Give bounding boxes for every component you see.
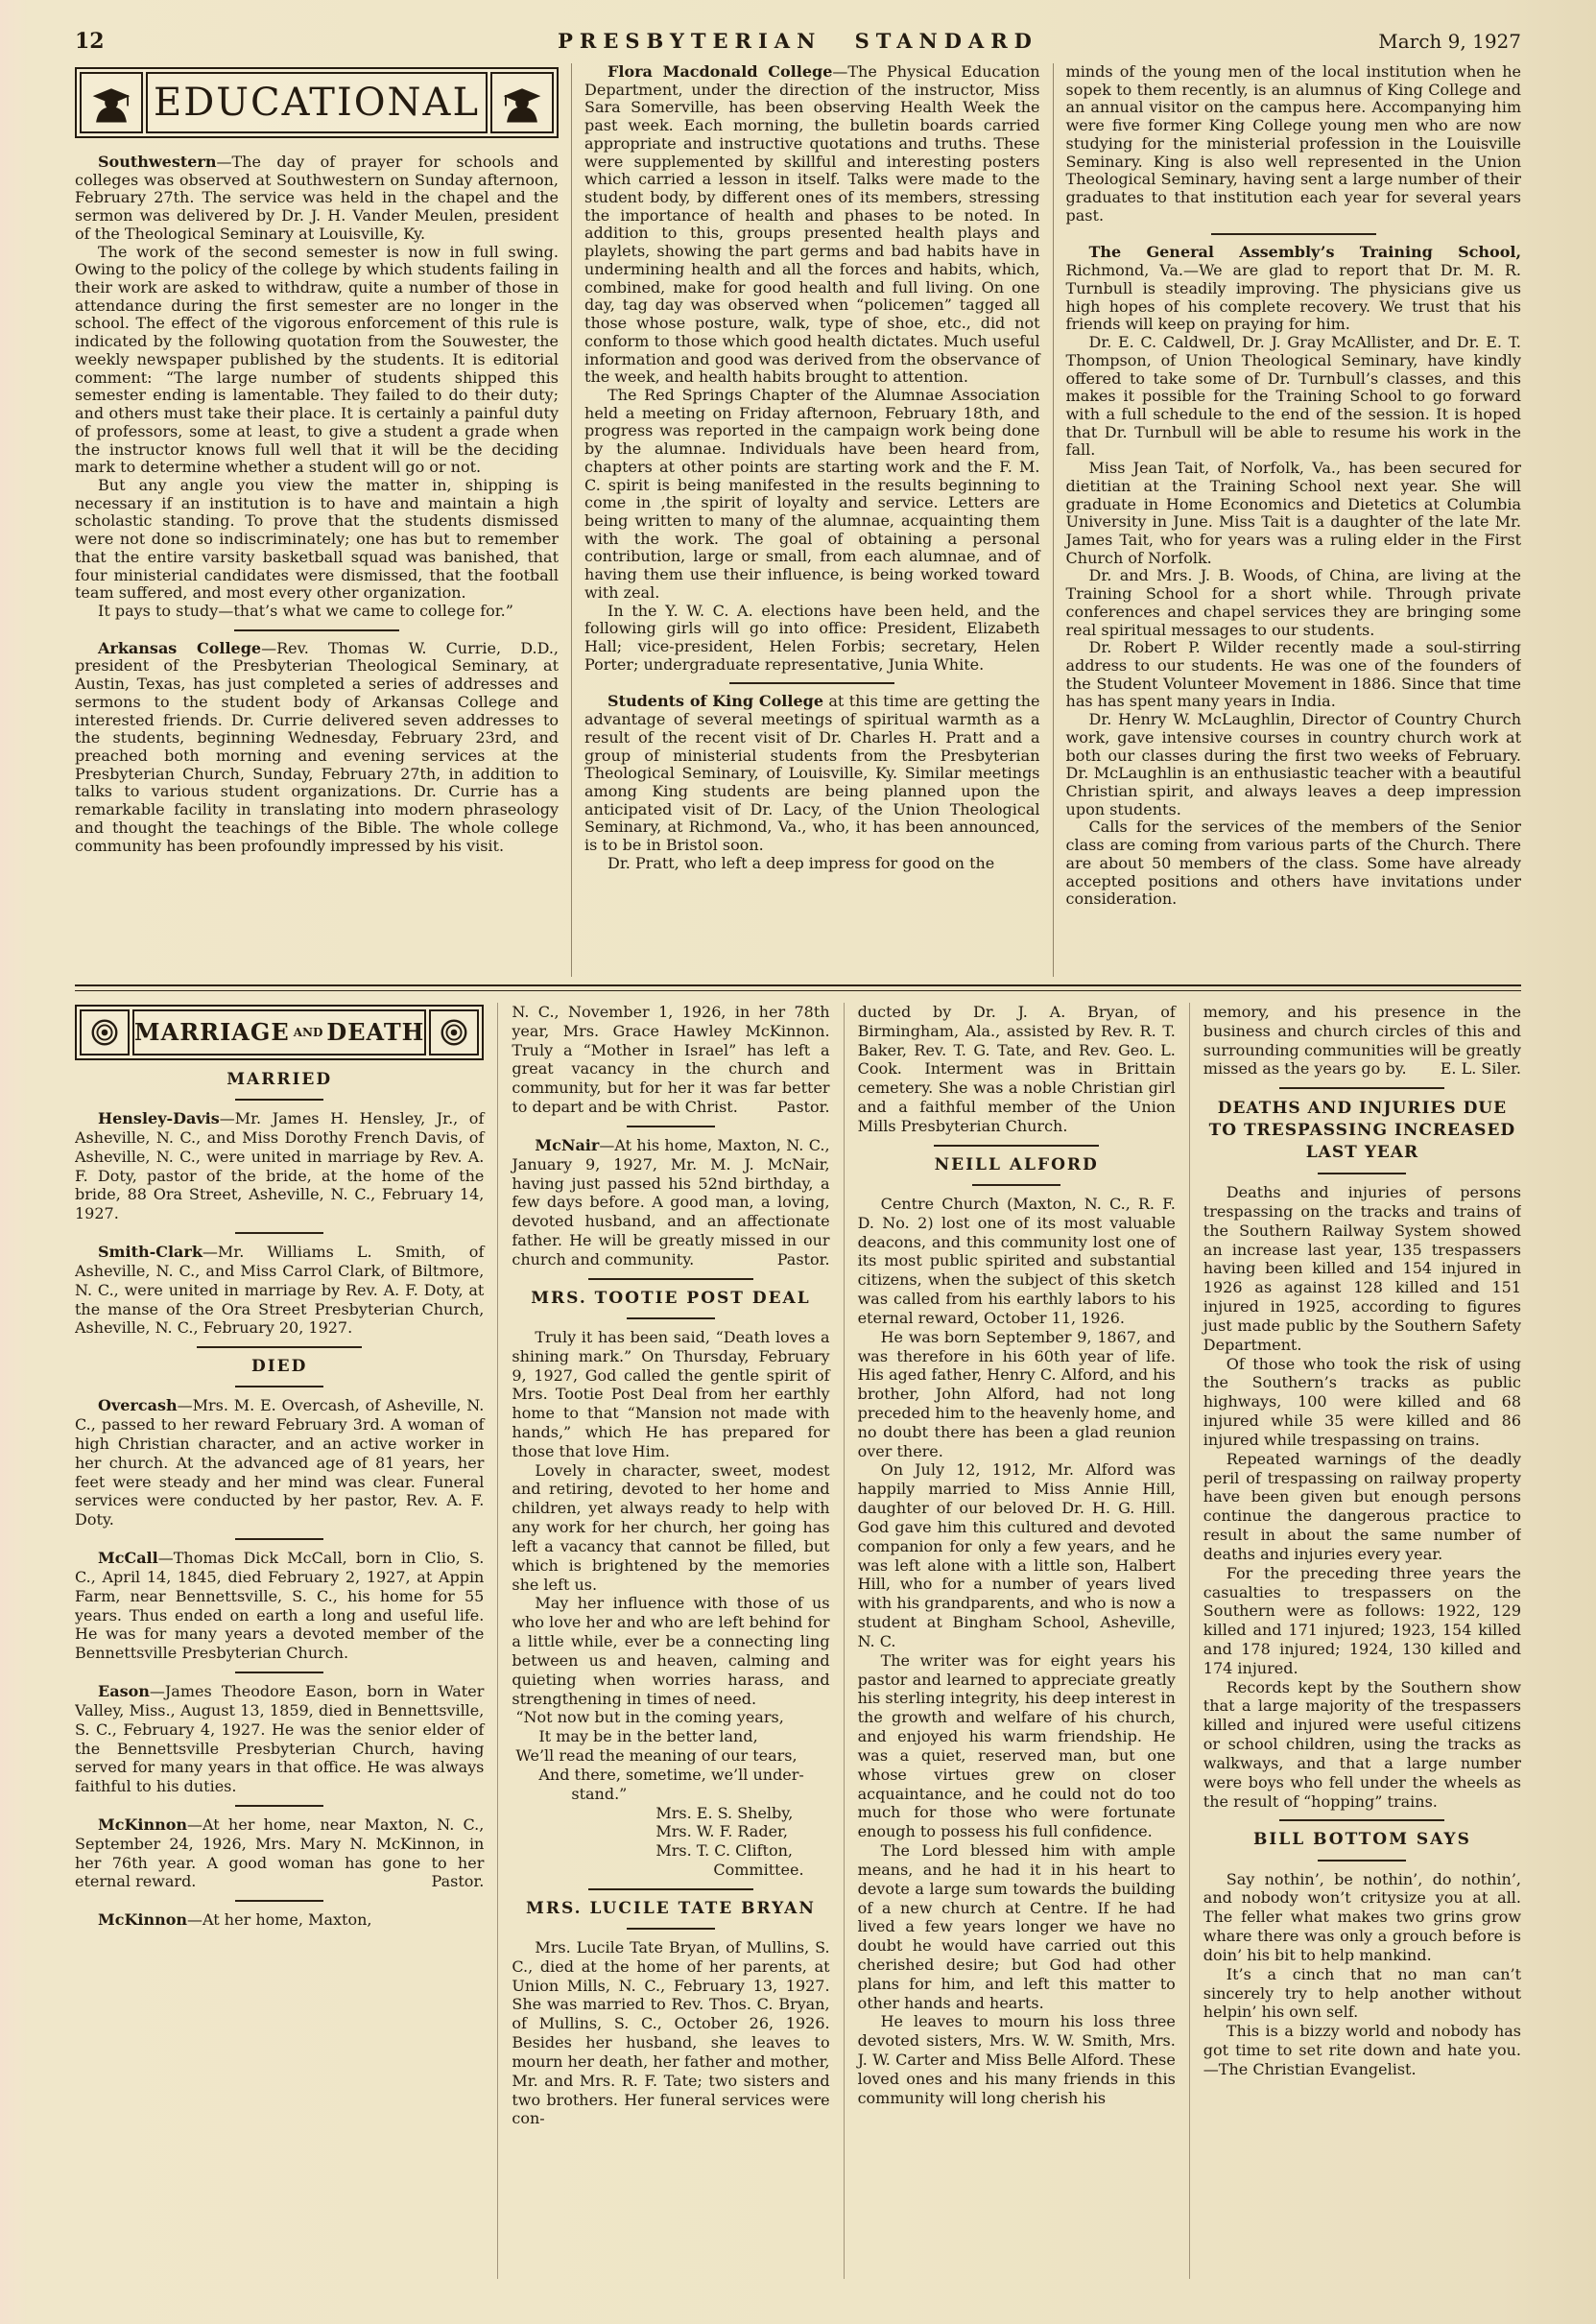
bottom-column-1 — [75, 1003, 497, 2279]
paragraph: Mrs. E. S. Shelby, — [655, 1803, 794, 1822]
marriage-death-banner — [75, 1005, 484, 1060]
paragraph: We’ll read the meaning of our tears, — [515, 1746, 798, 1766]
paragraph: “Not now but in the coming years, — [515, 1708, 784, 1727]
notice-mcnair — [512, 1136, 829, 1269]
rosette-icon — [429, 1009, 479, 1055]
notice-smith-clark — [75, 1243, 484, 1338]
paragraph: It pays to study—that’s what we came to college for.” — [98, 601, 513, 620]
paragraph: He leaves to mourn his loss three devoted sisters, Mrs. W. W. Smith, Mrs. J. W. Carter and Miss Belle Alford. These loved ones and his many friends in this community will long cherish his — [857, 2012, 1176, 2107]
heading-married: MARRIED — [226, 1070, 333, 1089]
paragraph: Calls for the services of the members of the Senior class are coming from various parts of the Church. There are about 50 members of the class. Some have already accepted positions and others have invitations under consideration. — [1065, 818, 1521, 909]
divider-rule — [235, 1099, 323, 1101]
divider-rule — [627, 1126, 715, 1127]
paragraph: Deaths and injuries of persons trespassing on the tracks and trains of the Southern Railway System showed an increase last year, 135 trespassers having been killed and 154 injured in 1926 as against 128 killed and 151 injured in 1925, according to figures just made public by the Southern Safety Department. — [1203, 1183, 1521, 1354]
notice-mccall — [75, 1549, 484, 1663]
article-southwestern — [75, 154, 559, 621]
paragraph: But any angle you view the matter in, shipping is necessary if an institution is to have and maintain a high scholastic standing. To prove that the students dismissed were not done so indiscriminately; one has but to remember that the entire varsity basketball squad was banished, that four ministerial candidates were dismissed, that the football team suffered, and most every other organization. — [75, 475, 560, 603]
heading-died: DIED — [250, 1357, 308, 1377]
paragraph: On July 12, 1912, Mr. Alford was happily married to Miss Annie Hill, daughter of our beloved Dr. H. G. Hill. God gave him this cultured and devoted companion for only a few years, and he was left alone with a little son, Halbert Hill, who for a number of years lived with his grandparents, and who is now a student at Bingham School, Asheville, N. C. — [857, 1460, 1176, 1650]
paragraph: Dr. and Mrs. J. B. Woods, of China, are living at the Training School for a short while. Through private conferences and chapel services they are bringing some real spiritual messages to our students. — [1065, 566, 1521, 639]
obituary-tootie-post-deal — [512, 1328, 829, 1880]
paragraph: Dr. E. C. Caldwell, Dr. J. Gray McAllister, and Dr. E. T. Thompson, of Union Theological Seminary, have kindly offered to take some of Dr. Turnbull’s classes, and this makes it possible for the Training School to go forward with a full schedule to the end of the session. It is hoped that Dr. Turnbull will be able to resume his work in the fall. — [1065, 333, 1521, 460]
paragraph: Committee. — [713, 1861, 804, 1880]
educational-section — [75, 63, 1521, 977]
signature: Pastor. — [776, 1098, 830, 1117]
divider-rule — [972, 1184, 1060, 1186]
divider-rule — [1279, 1087, 1444, 1089]
paragraph: Overcash—Mrs. M. E. Overcash, of Asheville, N. C., passed to her reward February 3rd. A woman of high Christian character, and an active worker in her church. At the advanced age of 81 years, her feet were steady and her mind was clear. Funeral services were conducted by her pastor, Rev. A. F. Doty. — [75, 1396, 485, 1530]
article-flora-macdonald — [584, 63, 1040, 674]
masthead-title: PRESBYTERIAN STANDARD — [558, 29, 1038, 53]
article-lead: Eason — [98, 1682, 150, 1701]
obituary-lucile-tate-bryan-continued — [858, 1003, 1176, 1136]
divider-rule — [235, 1805, 323, 1807]
notice-mckinnon-2-continued — [512, 1003, 829, 1117]
divider-rule — [729, 682, 894, 684]
paragraph: McCall—Thomas Dick McCall, born in Clio, S. C., April 14, 1845, died February 2, 1927, at Appin Farm, near Bennettsville, S. C., his home for 55 years. Thus ended on earth a long and useful life. He was for many years a devoted member of the Bennettsville Presbyterian Church. — [75, 1549, 485, 1663]
heading-tootie-post-deal: MRS. TOOTIE POST DEAL — [531, 1288, 811, 1308]
paragraph: Flora Macdonald College—The Physical Education Department, under the direction of the instructor, Miss Sara Somerville, has been observing Health Week the past week. Each morning, the bulletin boards carried appropriate and instructive quotations and truths. These were supplemented by skillful and interesting posters which carried a lesson in itself. Talks were made to the student body, by different ones of its members, stressing the importance of health and phases to be noted. In addition to this, groups presented health plays and playlets, showing the part germs and bad habits have in undermining health and all the forces and habits, which, combined, make for good health and full living. On one day, tag day was observed when “policemen” tagged all those whose posture, walk, type of shoe, etc., did not conform to those which good health dictates. Much useful information and good was derived from the observance of the week, and health habits brought to attention. — [584, 63, 1040, 387]
paragraph: Southwestern—The day of prayer for schools and colleges was observed at Southwestern on Sunday afternoon, February 27th. The service was held in the chapel and the sermon was delivered by Dr. J. H. Vander Meulen, president of the Theological Seminary at Louisville, Ky. — [75, 153, 560, 243]
paragraph: Say nothin’, be nothin’, do nothin’, and nobody won’t critysize you at all. The feller what makes two grins grow whare there was only a grouch before is doin’ his bit to help mankind. — [1203, 1869, 1521, 1964]
paragraph: McKinnon—At her home, near Maxton, N. C., September 24, 1926, Mrs. Mary N. McKinnon, in her 76th year. A good woman has gone to her eternal reward. Pastor. — [75, 1815, 485, 1891]
paragraph: Eason—James Theodore Eason, born in Water Valley, Miss., August 13, 1859, died in Bennettsville, S. C., February 4, 1927. He was the senior elder of the Bennettsville Presbyterian Church, having served for many years in that office. He was always faithful to his duties. — [75, 1682, 485, 1796]
notice-overcash — [75, 1396, 484, 1530]
article-lead: Southwestern — [98, 153, 217, 171]
paragraph: stand.” — [571, 1784, 628, 1803]
paragraph: Centre Church (Maxton, N. C., R. F. D. No. 2) lost one of its most valuable deacons, and this community lost one of its most public spirited and substantial citizens, when the subject of this sketch was called from his earthly labors to his eternal reward, October 11, 1926. — [857, 1194, 1176, 1327]
divider-rule — [235, 1672, 323, 1673]
article-lead: Students of King College — [607, 692, 824, 711]
article-lead: Smith-Clark — [98, 1243, 202, 1262]
paragraph: Records kept by the Southern show that a large majority of the trespassers killed and injured were useful citizens or school children, using the tracks as walkways, and that a large number were boys who fell under the wheels as the result of “hopping” trains. — [1203, 1677, 1521, 1811]
section-divider-rule — [75, 984, 1521, 991]
paragraph: The General Assembly’s Training School, Richmond, Va.—We are glad to report that Dr. M. R. Turnbull is steadily improving. The physicians give us high hopes of his complete recovery. We trust that his friends will keep on praying for him. — [1065, 243, 1521, 334]
notice-mckinnon-2 — [75, 1910, 484, 1930]
signature: Pastor. — [776, 1249, 830, 1269]
paragraph: Repeated warnings of the deadly peril of trespassing on railway property have been given but enough persons continue the dangerous practice to result in about the same number of deaths and injuries every year. — [1203, 1449, 1521, 1563]
marriage-death-banner-title — [132, 1009, 426, 1055]
notice-hensley-davis — [75, 1109, 484, 1223]
paragraph: Dr. Robert P. Wilder recently made a soul-stirring address to our students. He was one of the founders of the Student Volunteer Movement in 1886. Since that time has has spent many years in India. — [1065, 638, 1521, 711]
divider-rule — [235, 1538, 323, 1540]
article-lead: Overcash — [98, 1396, 178, 1415]
paragraph: The Red Springs Chapter of the Alumnae Association held a meeting on Friday afternoon, February 18th, and progress was reported in the campaign work being done by the alumnae. Individuals have been heard from, chapters at other points are starting work and the F. M. C. spirit is being manifested in the results beginning to come in ,the spirit of loyalty and service. Letters are being written to many of the alumnae, acquainting them with the work. The goal of obtaining a personal contribution, large or small, from each alumnae, and of having them use their influence, is being worked toward with zeal. — [584, 385, 1040, 602]
top-column-2 — [571, 63, 1053, 977]
article-lead: Arkansas College — [98, 638, 262, 657]
divider-rule — [588, 1278, 753, 1280]
paragraph: minds of the young men of the local institution when he sopek to them recently, is an alumnus of King College and an annual visitor on the campus here. Accompanying him were five former King College young men who are now studying for the ministerial profession in the Louisville Seminary. King is also well represented in the Union Theological Seminary, having sent a large number of their graduates to that institution each year for several years past. — [1065, 63, 1521, 225]
heading-neill-alford: NEILL ALFORD — [934, 1154, 1099, 1174]
heading-lucile-tate-bryan: MRS. LUCILE TATE BRYAN — [526, 1898, 816, 1918]
page-number: 12 — [75, 29, 105, 54]
marriage-death-section — [75, 1003, 1521, 2279]
banner-word-death: DEATH — [326, 1018, 425, 1047]
divider-rule — [1211, 233, 1376, 235]
paragraph: Dr. Pratt, who left a deep impress for good on the — [607, 853, 995, 872]
bottom-column-3 — [844, 1003, 1189, 2279]
divider-rule — [235, 1232, 323, 1234]
paragraph: Mrs. W. F. Rader, — [655, 1822, 789, 1841]
divider-rule — [627, 1928, 715, 1930]
article-lead: McCall — [98, 1549, 158, 1568]
top-column-3 — [1053, 63, 1521, 977]
divider-rule — [235, 1386, 323, 1387]
educational-banner — [75, 67, 559, 138]
article-bill-bottom — [1203, 1870, 1521, 2079]
divider-rule — [627, 1317, 715, 1319]
divider-rule — [197, 1346, 362, 1348]
educational-banner-title: EDUCATIONAL — [146, 72, 488, 133]
signature: E. L. Siler. — [1440, 1059, 1521, 1079]
top-column-1 — [75, 63, 571, 977]
graduate-portrait-icon — [490, 72, 554, 133]
graduate-portrait-icon — [80, 72, 143, 133]
paragraph: memory, and his presence in the business and church circles of this and surrounding communities will be greatly missed as the years go by. E. L. Siler. — [1203, 1003, 1521, 1079]
banner-word-marriage: MARRIAGE — [134, 1018, 290, 1047]
rosette-icon — [80, 1009, 130, 1055]
banner-word-and: AND — [293, 1025, 323, 1039]
paragraph: For the preceding three years the casualties to trespassers on the Southern were as follows: 1922, 129 killed and 171 injured; 1923, 154 killed and 178 injured; 1924, 130 killed and 174 injured. — [1203, 1563, 1521, 1677]
paragraph: It may be in the better land, — [538, 1727, 758, 1746]
paragraph: He was born September 9, 1867, and was therefore in his 60th year of life. His aged father, Henry C. Alford, and his brother, John Alford, had not long preceded him to the heavenly home, and no doubt there has been a glad reunion over there. — [857, 1327, 1176, 1460]
divider-rule — [234, 629, 399, 631]
article-lead: McKinnon — [98, 1910, 188, 1930]
paragraph: Hensley-Davis—Mr. James H. Hensley, Jr., of Asheville, N. C., and Miss Dorothy French Davis, of Asheville, N. C., were united in marriage by Rev. A. F. Doty, pastor of the bride, at the home of the bride, 88 Ora Street, Asheville, N. C., February 14, 1927. — [75, 1109, 485, 1223]
divider-rule — [1318, 1860, 1406, 1862]
paragraph: Of those who took the risk of using the Southern’s tracks as public highways, 100 were killed and 68 injured while 35 were killed and 86 injured while trespassing on trains. — [1203, 1354, 1521, 1449]
article-lead: Flora Macdonald College — [607, 63, 833, 81]
divider-rule — [1279, 1819, 1444, 1821]
divider-rule — [588, 1888, 753, 1890]
divider-rule — [1318, 1173, 1406, 1174]
paragraph: Mrs. Lucile Tate Bryan, of Mullins, S. C., died at the home of her parents, at Union Mills, N. C., February 13, 1927. She was married to Rev. Thos. C. Bryan, of Mullins, S. C., October 26, 1926. Besides her husband, she leaves to mourn her death, her father and mother, Mr. and Mrs. R. F. Tate; two sisters and two brothers. Her funeral services were con- — [512, 1937, 830, 2128]
paragraph: ducted by Dr. J. A. Bryan, of Birmingham, Ala., assisted by Rev. R. T. Baker, Rev. T. G. Tate, and Rev. Geo. L. Cook. Interment was in Brittain cemetery. She was a noble Christian girl and a faithful member of the Union Mills Presbyterian Church. — [857, 1003, 1176, 1135]
paragraph: Smith-Clark—Mr. Williams L. Smith, of Asheville, N. C., and Miss Carrol Clark, of Biltmore, N. C., were united in marriage by Rev. A. F. Doty, at the manse of the Ora Street Presbyterian Church, Asheville, N. C., February 20, 1927. — [75, 1243, 485, 1338]
obituary-neill-alford-continued — [1203, 1003, 1521, 1079]
article-lead: Hensley-Davis — [98, 1109, 220, 1128]
article-king-college-continued — [1066, 63, 1521, 225]
paragraph: Students of King College at this time are getting the advantage of several meetings of spiritual warmth as a result of the recent visit of Dr. Charles H. Pratt and a group of ministerial students from the Presbyterian Theological Seminary, of Louisville, Ky. Similar meetings among King students are being planned upon the anticipated visit of Dr. Lacy, of the Union Theological Seminary, at Richmond, Va., who, it has been announced, is to be in Bristol soon. — [584, 692, 1040, 855]
paragraph: Mrs. T. C. Clifton, — [655, 1841, 793, 1861]
paragraph: The Lord blessed him with ample means, and he had it in his heart to devote a large sum towards the building of a new church at Centre. If he had lived a few years longer we have no doubt he would have carried out this cherished desire; but God had other plans for him, and left this matter to other hands and hearts. — [857, 1841, 1176, 2012]
bottom-column-4 — [1189, 1003, 1521, 2279]
article-lead: McNair — [535, 1135, 600, 1154]
obituary-neill-alford — [858, 1195, 1176, 2108]
paragraph: Lovely in character, sweet, modest and retiring, devoted to her home and children, yet always ready to help with any work for her church, her going has left a vacancy that cannot be filled, but which is brightened by the memories she left us. — [512, 1460, 830, 1594]
paragraph: The work of the second semester is now in full swing. Owing to the policy of the college by which students failing in their work are asked to withdraw, quite a number of those in attendance during the first semester are no longer in the school. The effect of the vigorous enforcement of this rule is indicated by the following quotation from the Souwester, the weekly newspaper published by the students. It is editorial comment: “The large number of students shipped this semester ending is lamentable. They failed to do their duty; and others must take their place. It is certainly a painful duty of professors, some at least, to give a student a grade when the instructor knows full well that it will be the deciding mark to determine whether a student will go or not. — [75, 242, 560, 477]
article-king-college — [584, 693, 1040, 872]
obituary-lucile-tate-bryan — [512, 1938, 829, 2128]
paragraph: McKinnon—At her home, Maxton, — [98, 1910, 372, 1930]
notice-eason — [75, 1682, 484, 1796]
paragraph: Truly it has been said, “Death loves a shining mark.” On Thursday, February 9, 1927, God called the gentle spirit of Mrs. Tootie Post Deal from her earthly home to that “Mansion not made with hands,” which He has prepared for those that love Him. — [512, 1327, 830, 1460]
article-training-school — [1066, 244, 1521, 909]
bottom-column-2 — [497, 1003, 843, 2279]
divider-rule — [235, 1900, 323, 1902]
paragraph: Dr. Henry W. McLaughlin, Director of Country Church work, gave intensive courses in country church work at both our classes during the first two weeks of February. Dr. McLaughlin is an enthusiastic teacher with a beautiful Christian spirit, and always leaves a deep impression upon students. — [1065, 710, 1521, 818]
heading-bill-bottom-says: BILL BOTTOM SAYS — [1252, 1830, 1471, 1850]
issue-date: March 9, 1927 — [1378, 30, 1521, 53]
paragraph: May her influence with those of us who love her and who are left behind for a little while, ever be a connecting ling between us and heaven, calming and quieting when worries harass, and strengthening in times of need. — [512, 1594, 830, 1708]
article-arkansas-college — [75, 640, 559, 856]
divider-rule — [934, 1145, 1099, 1147]
paragraph: Arkansas College—Rev. Thomas W. Currie, D.D., president of the Presbyterian Theological Seminary, at Austin, Texas, has just completed a series of addresses and sermons to the student body of Arkansas College and interested friends. Dr. Currie delivered seven addresses to the students, beginning Wednesday, February 23rd, and preached both morning and evening services at the Presbyterian Church, Sunday, February 27th, in addition to talks to various student organizations. Dr. Currie has a remarkable facility in translating into modern phraseology and thought the teachings of the Bible. The whole college community has been profoundly impressed by his visit. — [75, 638, 560, 855]
notice-mckinnon-1 — [75, 1815, 484, 1891]
signature: Pastor. — [431, 1872, 485, 1891]
paragraph: It’s a cinch that no man can’t sincerely try to help another without helpin’ his own self. — [1203, 1964, 1521, 2022]
paragraph: N. C., November 1, 1926, in her 78th year, Mrs. Grace Hawley McKinnon. Truly a “Mother in Israel” has left a great vacancy in the church and community, but for her it was far better to depart and be with Christ. Pastor. — [512, 1003, 830, 1117]
paragraph: Miss Jean Tait, of Norfolk, Va., has been secured for dietitian at the Training School next year. She will graduate in Home Economics and Dietetics at Columbia University in June. Miss Tait is a daughter of the late Mr. James Tait, who for years was a ruling elder in the First Church of Norfolk. — [1065, 459, 1521, 567]
article-lead: The General Assembly’s Training School, — [1088, 243, 1521, 262]
article-trespassing — [1203, 1183, 1521, 1811]
paragraph: McNair—At his home, Maxton, N. C., January 9, 1927, Mr. M. J. McNair, having just passed his 52nd birthday, a few days before. A good man, a loving, devoted husband, and an affectionate father. He will be greatly missed in our church and community. Pastor. — [512, 1135, 830, 1269]
paragraph: In the Y. W. C. A. elections have been held, and the following girls will go into office: President, Elizabeth Hall; vice-president, Helen Forbis; secretary, Helen Porter; undergraduate representative, Junia White. — [584, 601, 1040, 674]
heading-deaths-and-injuries: DEATHS AND INJURIES DUE TO TRESPASSING INCREASED LAST YEAR — [1208, 1099, 1516, 1163]
article-lead: McKinnon — [98, 1815, 188, 1834]
paragraph: And there, sometime, we’ll under- — [538, 1765, 804, 1784]
masthead — [75, 29, 1521, 54]
paragraph: This is a bizzy world and nobody has got time to set rite down and hate you.—The Christian Evangelist. — [1203, 2022, 1521, 2078]
paragraph: The writer was for eight years his pastor and learned to appreciate greatly his sterling integrity, his deep interest in the growth and welfare of his church, and enjoyed his warm friendship. He was a quiet, reserved man, but one whose virtues grew on closer acquaintance, and he could not do too much for those who were fortunate enough to possess his full confidence. — [857, 1650, 1176, 1841]
